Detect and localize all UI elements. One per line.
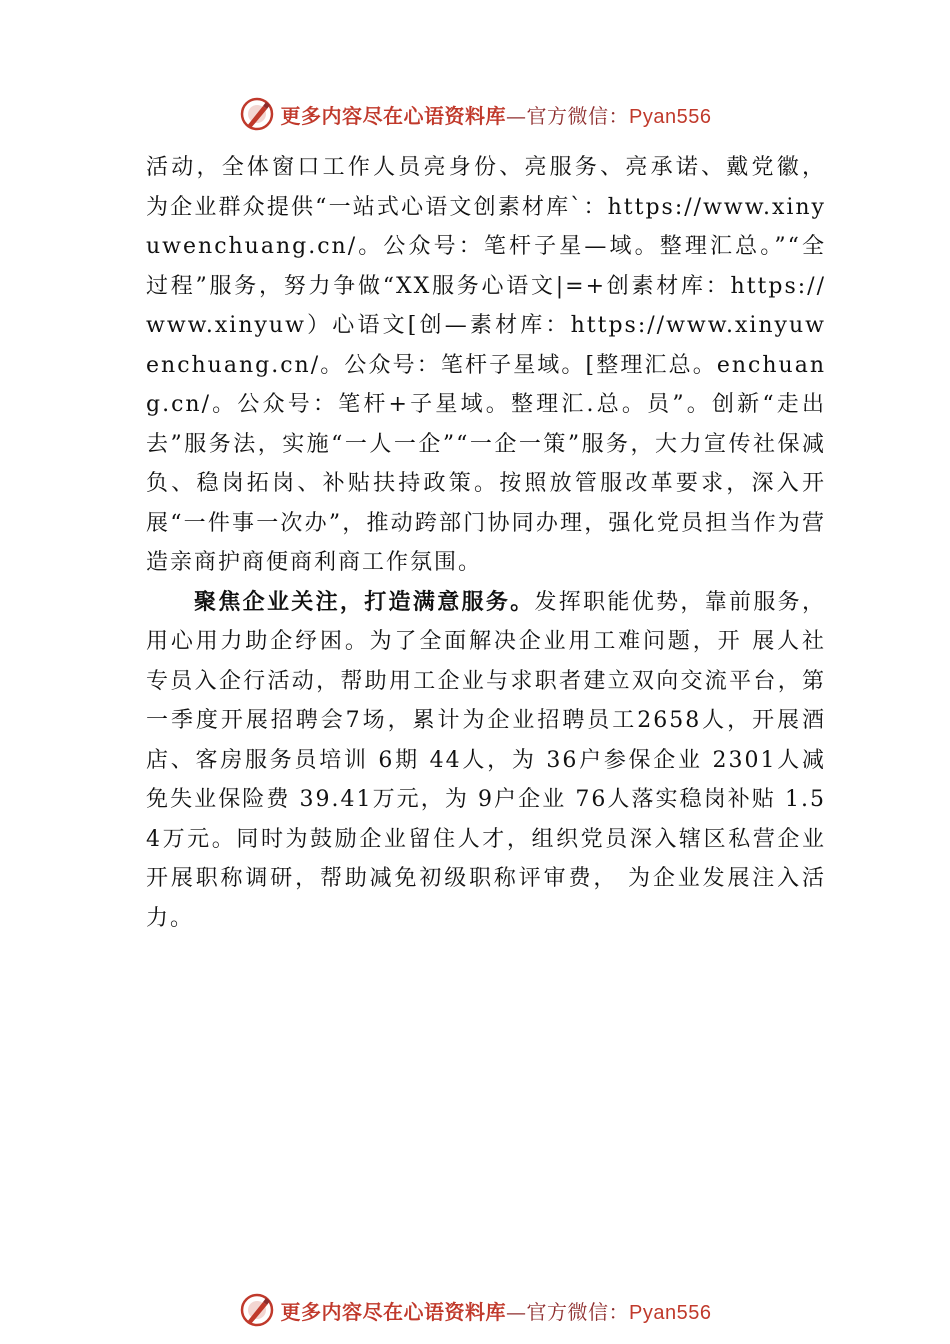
- paragraph-2-lead: 聚焦企业关注，打造满意服务。: [194, 588, 535, 615]
- footer-dash: —: [506, 1299, 527, 1324]
- footer-text: [281, 1296, 712, 1325]
- header-banner: [0, 94, 950, 134]
- header-text: [281, 100, 712, 129]
- header-dash: —: [506, 103, 527, 128]
- pen-logo-icon: [239, 96, 275, 132]
- document-body: [146, 148, 826, 938]
- footer-tail-text: 官方微信：: [526, 1299, 630, 1324]
- footer-banner: [0, 1290, 950, 1330]
- paragraph-2-text: 发挥职能优势，靠前服务，用心用力助企纾困。为了全面解决企业用工难问题，开 展人社专员入企行活动，帮助用工企业与求职者建立双向交流平台，第一季度开展招聘会7场，累计为企业招聘员工2658人，开展酒店、客房服务员培训 6期 44人，为 36户参保企业 2301人减免失业保险费 39.41万元，为 9户企业 76人落实稳岗补贴 1.54万元。同时为鼓励企业留住人才，组织党员深入辖区私营企业开展职称调研，帮助减免初级职称评审费， 为企业发展注入活力。: [146, 589, 826, 931]
- header-wechat-id: Pyan556: [629, 105, 712, 128]
- footer-red-text: 更多内容尽在心语资料库: [280, 1299, 507, 1324]
- paragraph-2: [146, 583, 826, 939]
- header-red-text: 更多内容尽在心语资料库: [280, 103, 507, 128]
- pen-logo-icon: [239, 1292, 275, 1328]
- header-tail-text: 官方微信：: [526, 103, 630, 128]
- footer-wechat-id: Pyan556: [629, 1301, 712, 1324]
- paragraph-1: 活动，全体窗口工作人员亮身份、亮服务、亮承诺、戴党徽， 为企业群众提供“一站式心语文创素材库`：https://www.xinyuwenchuang.cn/。公众号：笔杆子星—域。整理汇总。”“全过程”服务，努力争做“XX服务心语文|=+创素材库：https://www.xinyuw）心语文[创—素材库：https://www.xinyuwenchuang.cn/。公众号：笔杆子星域。[整理汇总。enchuang.cn/。公众号：笔杆+子星域。整理汇.总。员”。创新“走出去”服务法，实施“一人一企”“一企一策”服务，大力宣传社保减负、稳岗拓岗、补贴扶持政策。按照放管服改革要求，深入开展“一件事一次办”，推动跨部门协同办理，强化党员担当作为营造亲商护商便商利商工作氛围。: [146, 155, 826, 575]
